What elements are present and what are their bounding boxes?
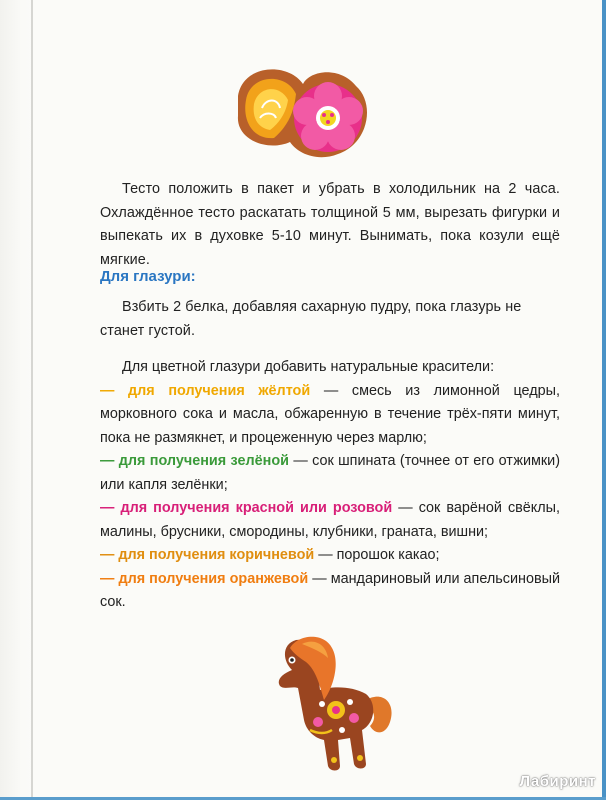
list-item bbox=[100, 450, 560, 497]
item-label-green: для получения зелёной bbox=[118, 453, 289, 469]
item-label-brown: для получения коричневой bbox=[118, 547, 315, 563]
item-text: — смесь из лимонной цедры, морковного сока и масла, обжаренную в течение трёх-пяти минут, пока не размякнет, и процеженную через марлю; bbox=[100, 382, 560, 446]
item-text: — порошок какао; bbox=[314, 547, 440, 563]
dash-marker: — bbox=[100, 547, 115, 563]
item-text: — сок шпината (точнее от его отжимки) или капля зелёнки; bbox=[100, 453, 561, 493]
colorant-list bbox=[100, 356, 560, 615]
spine-line bbox=[31, 0, 33, 800]
list-item bbox=[100, 544, 560, 568]
dash-marker: — bbox=[100, 500, 115, 516]
glaze-heading: Для глазури: bbox=[100, 268, 196, 285]
glaze-step-2: Для цветной глазури добавить натуральные красители: bbox=[122, 359, 495, 375]
dash-marker: — bbox=[100, 382, 115, 399]
watermark-text: Лабиринт bbox=[519, 773, 596, 790]
item-label-orange: для получения оранжевой bbox=[118, 570, 309, 587]
dash-marker: — bbox=[100, 453, 115, 469]
flower-cookie-icon bbox=[228, 56, 374, 162]
dash-marker: — bbox=[100, 570, 115, 587]
item-text: — мандариновый или апельсиновый сок. bbox=[100, 570, 560, 610]
list-item bbox=[100, 497, 560, 544]
item-text: — сок варёной свёклы, малины, брусники, смородины, клубники, граната, вишни; bbox=[100, 500, 560, 540]
intro-paragraph: Тесто положить в пакет и убрать в холодильник на 2 часа. Охлаждённое тесто раскатать толщиной 5 мм, вырезать фигурки и выпекать их в духовке 5-10 минут. Вынимать, пока козули ещё мягкие. bbox=[100, 181, 560, 268]
item-label-red: для получения красной или розовой bbox=[120, 500, 393, 516]
horse-cookie-icon bbox=[262, 630, 398, 776]
list-item bbox=[100, 380, 560, 451]
item-label-yellow: для получения жёлтой bbox=[128, 382, 311, 399]
list-item bbox=[100, 568, 560, 615]
glaze-step-1: Взбить 2 белка, добавляя сахарную пудру, пока глазурь не станет густой. bbox=[100, 299, 522, 339]
page-edge-right bbox=[602, 0, 606, 800]
